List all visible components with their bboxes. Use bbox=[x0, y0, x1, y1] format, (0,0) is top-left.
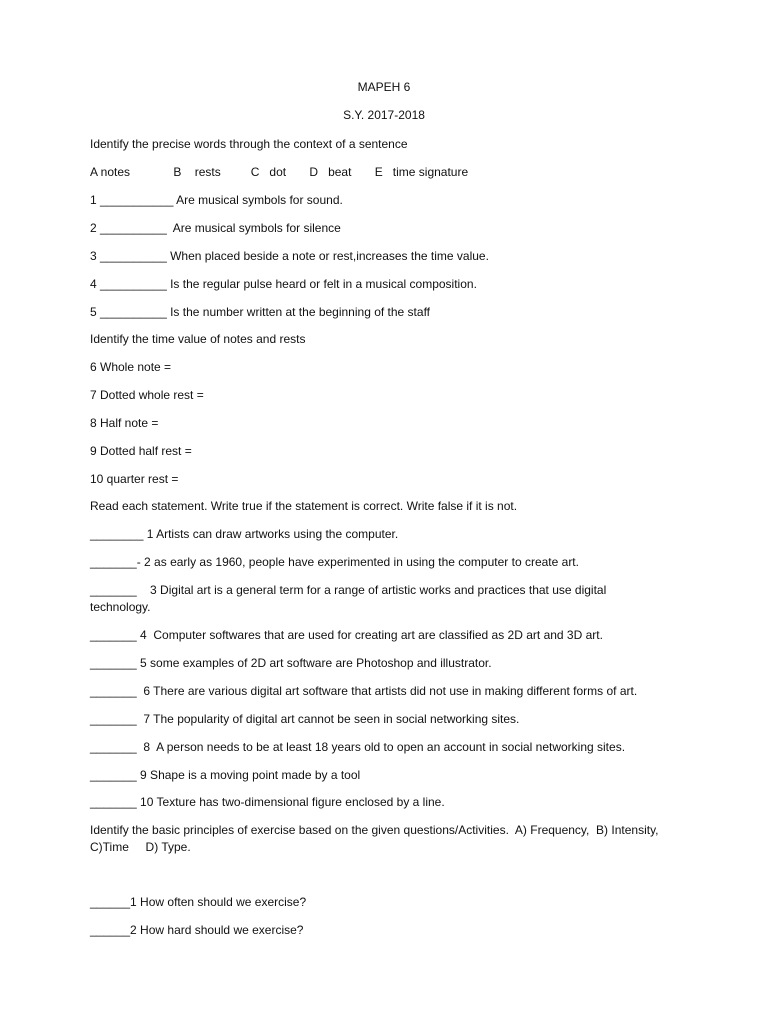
part1-item: 3 __________ When placed beside a note or rest,increases the time value. bbox=[90, 249, 489, 263]
part3-item: ________ 1 Artists can draw artworks using the computer. bbox=[90, 527, 399, 541]
part1-instruction: Identify the precise words through the context of a sentence bbox=[90, 137, 408, 151]
part2-item: 8 Half note = bbox=[90, 416, 159, 430]
part3-item: _______ 8 A person needs to be at least 18 years old to open an account in social networking sites. bbox=[90, 740, 626, 754]
part2-item: 9 Dotted half rest = bbox=[90, 444, 192, 458]
part1-choices: A notes B rests C dot D beat E time signature bbox=[90, 165, 469, 179]
part4-item: ______2 How hard should we exercise? bbox=[90, 923, 304, 937]
part3-item: _______ 3 Digital art is a general term for a range of artistic works and practices that use digital technology. bbox=[90, 583, 610, 614]
part4-item: ______1 How often should we exercise? bbox=[90, 895, 307, 909]
part4-instruction: Identify the basic principles of exercise based on the given questions/Activities. A) Frequency, B) Intensity, C)Time D) Type. bbox=[90, 823, 666, 854]
page-title: MAPEH 6 bbox=[357, 80, 411, 94]
part2-item: 10 quarter rest = bbox=[90, 472, 179, 486]
part1-item: 4 __________ Is the regular pulse heard or felt in a musical composition. bbox=[90, 277, 477, 291]
part1-item: 1 ___________ Are musical symbols for sound. bbox=[90, 193, 343, 207]
part3-item: _______ 5 some examples of 2D art software are Photoshop and illustrator. bbox=[90, 656, 492, 670]
part3-item: _______ 9 Shape is a moving point made by a tool bbox=[90, 768, 361, 782]
part3-item: _______ 7 The popularity of digital art cannot be seen in social networking sites. bbox=[90, 712, 520, 726]
part2-item: 6 Whole note = bbox=[90, 360, 172, 374]
part3-item: _______ 4 Computer softwares that are used for creating art are classified as 2D art and 3D art. bbox=[90, 628, 603, 642]
part3-item: _______ 10 Texture has two-dimensional figure enclosed by a line. bbox=[90, 795, 445, 809]
part1-item: 5 __________ Is the number written at the beginning of the staff bbox=[90, 305, 431, 319]
school-year: S.Y. 2017-2018 bbox=[343, 108, 425, 122]
part3-item: _______- 2 as early as 1960, people have experimented in using the computer to create art. bbox=[90, 555, 579, 569]
part2-instruction: Identify the time value of notes and rests bbox=[90, 332, 306, 346]
part2-item: 7 Dotted whole rest = bbox=[90, 388, 204, 402]
part3-instruction: Read each statement. Write true if the statement is correct. Write false if it is not. bbox=[90, 499, 518, 513]
part1-item: 2 __________ Are musical symbols for silence bbox=[90, 221, 341, 235]
part3-item: _______ 6 There are various digital art software that artists did not use in making different forms of art. bbox=[90, 684, 638, 698]
